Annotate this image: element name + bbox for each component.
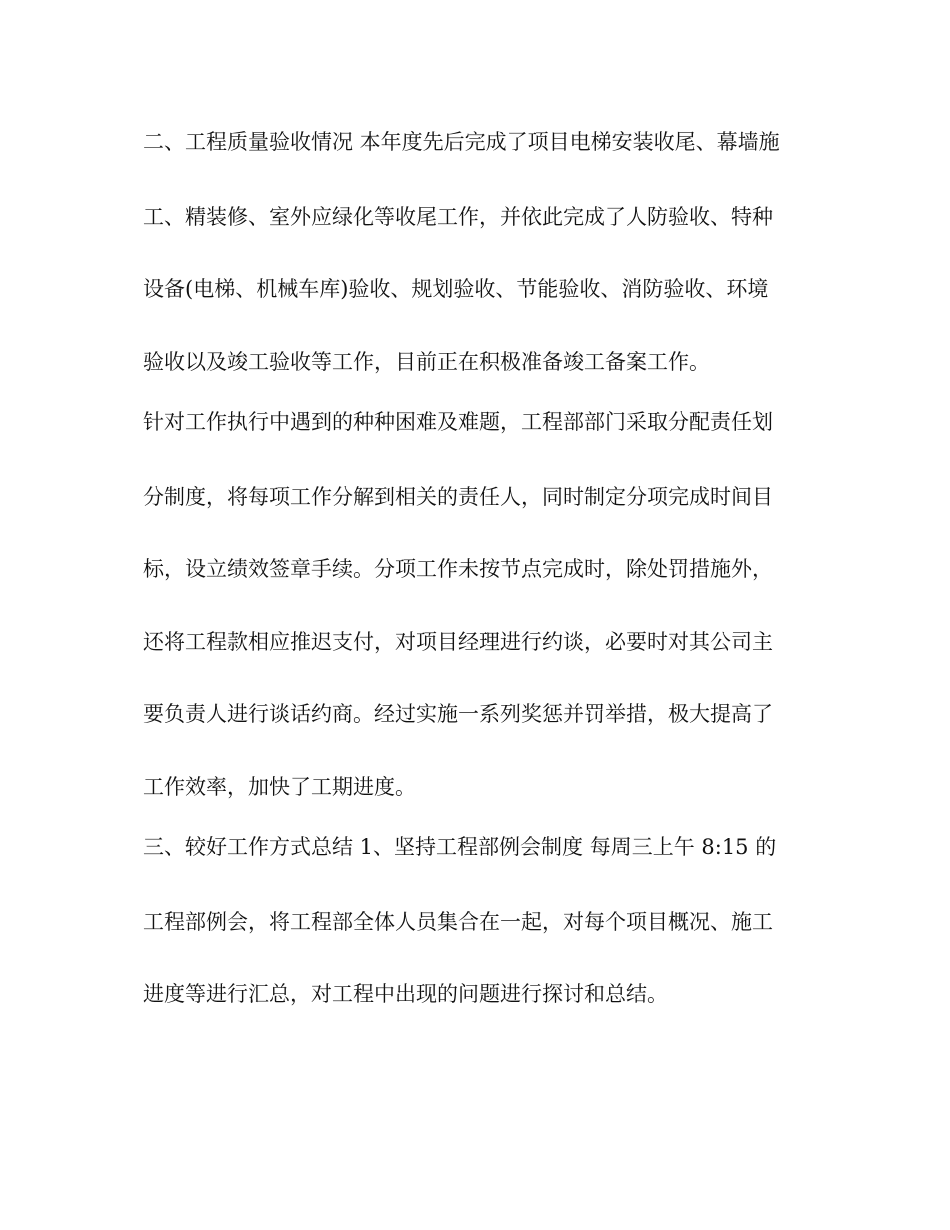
paragraph-2-line-4: 还将工程款相应推迟支付，对项目经理进行约谈，必要时对其公司主 xyxy=(143,630,773,654)
paragraph-3-line-1: 三、较好工作方式总结 1、坚持工程部例会制度 每周三上午 8:15 的 xyxy=(143,835,777,859)
paragraph-1-line-1: 二、工程质量验收情况 本年度先后完成了项目电梯安装收尾、幕墙施 xyxy=(143,130,780,154)
paragraph-2-line-6: 工作效率，加快了工期进度。 xyxy=(143,775,416,799)
paragraph-3-line-3: 进度等进行汇总，对工程中出现的问题进行探讨和总结。 xyxy=(143,982,668,1006)
paragraph-2-line-3: 标，设立绩效签章手续。分项工作未按节点完成时，除处罚措施外， xyxy=(143,557,773,581)
paragraph-2-line-1: 针对工作执行中遇到的种种困难及难题，工程部部门采取分配责任划 xyxy=(143,410,773,434)
paragraph-1-line-2: 工、精装修、室外应绿化等收尾工作，并依此完成了人防验收、特种 xyxy=(143,205,773,229)
paragraph-1-line-3: 设备(电梯、机械车库)验收、规划验收、节能验收、消防验收、环境 xyxy=(143,277,769,301)
paragraph-2-line-2: 分制度，将每项工作分解到相关的责任人，同时制定分项完成时间目 xyxy=(143,485,773,509)
paragraph-2-line-5: 要负责人进行谈话约商。经过实施一系列奖惩并罚举措，极大提高了 xyxy=(143,702,773,726)
paragraph-1-line-4: 验收以及竣工验收等工作，目前正在积极准备竣工备案工作。 xyxy=(143,350,710,374)
paragraph-3-line-2: 工程部例会，将工程部全体人员集合在一起，对每个项目概况、施工 xyxy=(143,910,773,934)
